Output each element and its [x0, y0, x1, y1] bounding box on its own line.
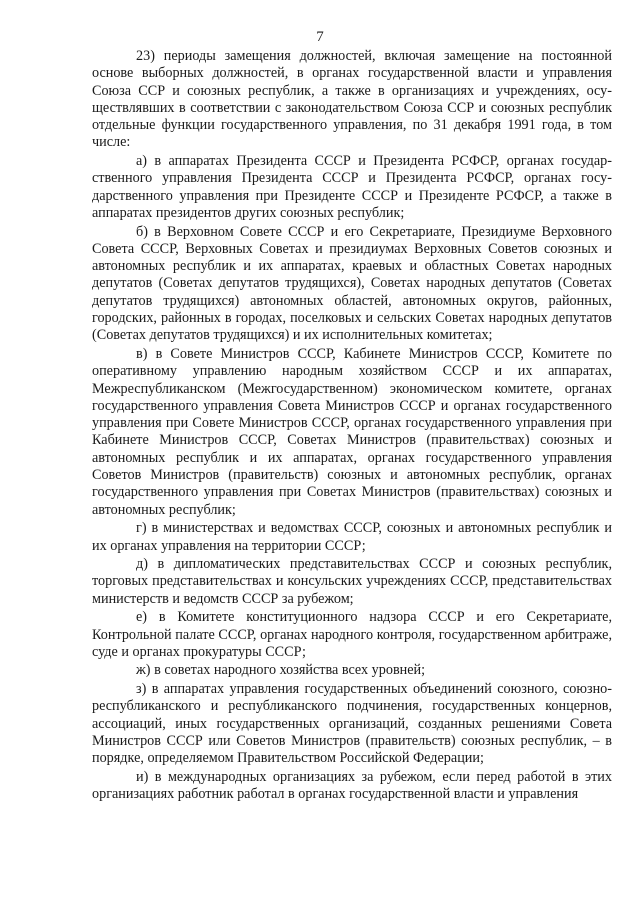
page-number: 7	[316, 29, 324, 45]
subparagraph-b: б) в Верховном Совете СССР и его Секретариате, Президиуме Верховного Совета СССР, Верховных Советах и президиумах Верховных Советов союзных и автономных республик и их аппаратах, краевых и областных Советах народных депутатов (Советах депутатов трудящихся), Советах народных депутатов (Советах депутатов трудящихся) автономных областей, автономных округов, районных, городских, районных в городах, поселковых и сельских Советах народных депутатов (Советах депутатов трудящихся) и их исполнительных комитетах;	[92, 223, 612, 344]
subparagraph-i: и) в международных организациях за рубежом, если перед работой в этих организациях работник работал в органах государственной власти и управления	[92, 768, 612, 803]
subparagraph-d: д) в дипломатических представительствах СССР и союзных республик, торговых представительствах и консульских учреждениях СССР, представительствах министерств и ведомств СССР за рубежом;	[92, 556, 612, 607]
paragraph-23: 23) периоды замещения должностей, включая замещение на постоянной основе выборных должностей, в органах государственной власти и управления Союза ССР и союзных республик, а также в организациях и учреждениях, осуществлявших в соответствии с законодательством Союза ССР и союзных республик отдельные функции государственного управления, по 31 декабря 1991 года, в том числе:	[92, 48, 612, 151]
document-body	[92, 48, 612, 805]
subparagraph-v: в) в Совете Министров СССР, Кабинете Министров СССР, Комитете по оперативному управлению народным хозяйством СССР и их аппаратах, Межреспубликанском (Межгосударственном) экономическом комитете, органах государственного управления Совета Министров СССР и органах государственного управления при Совете Министров СССР, органах государственного управления при Кабинете Министров СССР, Советах Министров (правительствах) союзных и автономных республик и их аппаратах, органах государственного управления Советов Министров (правительств) союзных и автономных республик, органах государственного управления при Советах Министров (правительствах) союзных и автономных республик;	[92, 345, 612, 518]
subparagraph-e: е) в Комитете конституционного надзора СССР и его Секретариате, Контрольной палате СССР, органах народного контроля, государственном арбитраже, суде и органах прокуратуры СССР;	[92, 609, 612, 660]
subparagraph-zh: ж) в советах народного хозяйства всех уровней;	[136, 662, 426, 679]
subparagraph-z: з) в аппаратах управления государственных объединений союзного, союзно-республиканского и республиканского подчинения, государственных концернов, ассоциаций, иных государственных организаций, созданных решениями Совета Министров СССР или Советов Министров (правительств) союзных республик, – в порядке, определяемом Правительством Российской Федерации;	[92, 681, 612, 767]
subparagraph-g: г) в министерствах и ведомствах СССР, союзных и автономных республик и их органах управления на территории СССР;	[92, 520, 612, 554]
subparagraph-a: а) в аппаратах Президента СССР и Президента РСФСР, органах государственного управления Президента СССР и Президента РСФСР, органах государственного управления при Президенте СССР и Президенте РСФСР, а также в аппаратах президентов других союзных республик;	[92, 153, 612, 221]
